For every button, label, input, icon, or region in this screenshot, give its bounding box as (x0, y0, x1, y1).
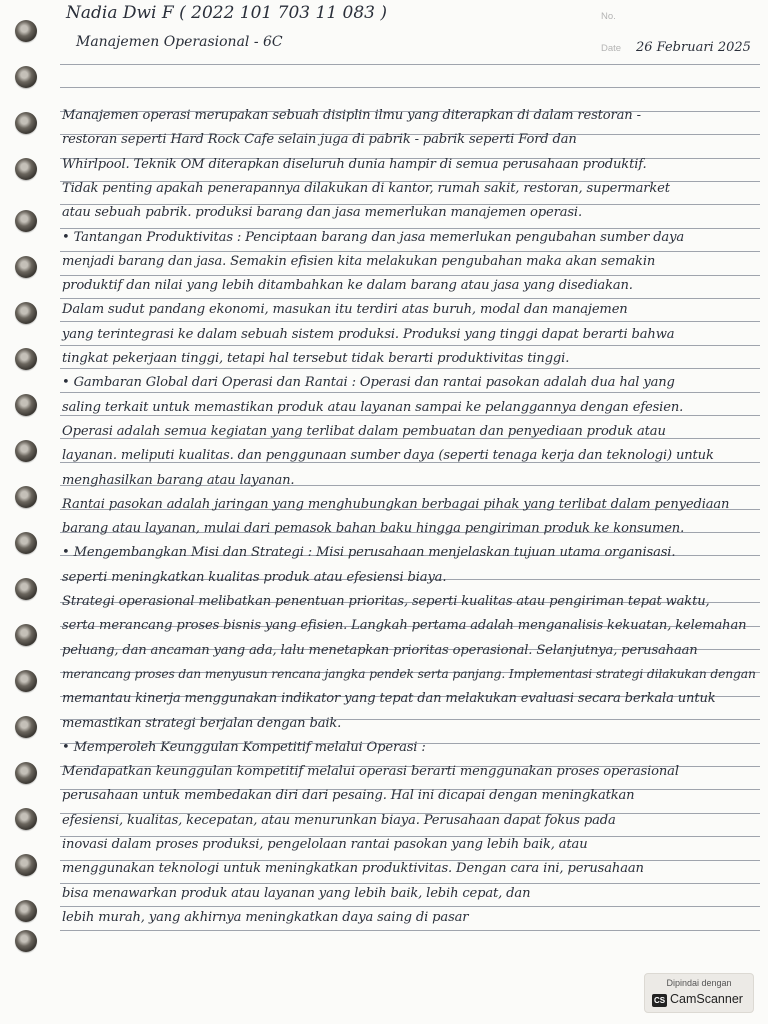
binder-hole (15, 394, 37, 416)
handwritten-line: yang terintegrasi ke dalam sebuah sistem produksi. Produksi yang tinggi dapat berarti bahwa (62, 326, 675, 342)
binder-hole (15, 670, 37, 692)
date-value: 26 Februari 2025 (636, 40, 751, 55)
handwritten-line: perusahaan untuk membedakan diri dari pesaing. Hal ini dicapai dengan meningkatkan (62, 788, 635, 804)
ruled-line (60, 883, 760, 884)
handwritten-line: Dalam sudut pandang ekonomi, masukan itu terdiri atas buruh, modal dan manajemen (62, 302, 628, 318)
handwritten-line: • Gambaran Global dari Operasi dan Rantai : Operasi dan rantai pasokan adalah dua hal yang (62, 375, 675, 391)
handwritten-line: Operasi adalah semua kegiatan yang terlibat dalam pembuatan dan penyediaan produk atau (62, 423, 666, 439)
handwritten-line: produktif dan nilai yang lebih ditambahkan ke dalam barang atau jasa yang disediakan. (62, 278, 633, 294)
ruled-line (60, 930, 760, 931)
handwritten-line: lebih murah, yang akhirnya meningkatkan daya saing di pasar (62, 909, 469, 925)
handwritten-line: saling terkait untuk memastikan produk atau layanan sampai ke pelanggannya dengan efesien. (62, 399, 684, 415)
binder-hole (15, 20, 37, 42)
handwritten-line: peluang, dan ancaman yang ada, lalu menetapkan prioritas operasional. Selanjutnya, perusahaan (62, 642, 698, 658)
ruled-line (60, 251, 760, 252)
ruled-line (60, 298, 760, 299)
binder-holes (0, 0, 60, 1024)
camscanner-watermark (644, 973, 754, 1013)
ruled-line (60, 321, 760, 322)
handwritten-line: Mendapatkan keunggulan kompetitif melalui operasi berarti menggunakan proses operasional (62, 764, 679, 780)
watermark-caption: Dipindai dengan (666, 978, 732, 988)
ruled-line (60, 87, 760, 88)
binder-hole (15, 112, 37, 134)
handwritten-line: barang atau layanan, mulai dari pemasok bahan baku hingga pengiriman produk ke konsumen. (62, 521, 685, 537)
handwritten-line: memastikan strategi berjalan dengan baik. (62, 715, 342, 731)
binder-hole (15, 900, 37, 922)
handwritten-line: Manajemen operasi merupakan sebuah disiplin ilmu yang diterapkan di dalam restoran - (62, 108, 641, 123)
handwritten-line: efesiensi, kualitas, kecepatan, atau menurunkan biaya. Perusahaan dapat fokus pada (62, 812, 616, 828)
course-title: Manajemen Operasional - 6C (76, 34, 283, 50)
handwritten-line: atau sebuah pabrik. produksi barang dan jasa memerlukan manajemen operasi. (62, 205, 582, 221)
binder-hole (15, 578, 37, 600)
student-name-nim: Nadia Dwi F ( 2022 101 703 11 083 ) (66, 3, 388, 23)
handwritten-line: • Memperoleh Keunggulan Kompetitif melalui Operasi : (62, 739, 426, 755)
handwritten-line: menghasilkan barang atau layanan. (62, 472, 295, 488)
handwritten-line: restoran seperti Hard Rock Cafe selain juga di pabrik - pabrik seperti Ford dan (62, 132, 577, 148)
ruled-line (60, 392, 760, 393)
binder-hole (15, 854, 37, 876)
handwritten-line: serta merancang proses bisnis yang efisien. Langkah pertama adalah menganalisis kekuatan, kelemahan (62, 618, 747, 634)
ruled-line (60, 368, 760, 369)
handwritten-line: menggunakan teknologi untuk meningkatkan produktivitas. Dengan cara ini, perusahaan (62, 861, 644, 877)
handwritten-line: inovasi dalam proses produksi, pengelolaan rantai pasokan yang lebih baik, atau (62, 837, 588, 852)
ruled-line (60, 64, 760, 65)
handwritten-line: Whirlpool. Teknik OM diterapkan diseluruh dunia hampir di semua perusahaan produktif. (62, 156, 647, 172)
binder-hole (15, 348, 37, 370)
handwritten-line: memantau kinerja menggunakan indikator yang tepat dan melakukan evaluasi secara berkala untuk (62, 691, 716, 707)
ruled-line (60, 906, 760, 907)
handwritten-line: Strategi operasional melibatkan penentuan prioritas, seperti kualitas atau pengiriman tepat waktu, (62, 594, 710, 609)
handwritten-line: Tidak penting apakah penerapannya dilakukan di kantor, rumah sakit, restoran, supermarket (62, 180, 670, 196)
binder-hole (15, 66, 37, 88)
handwritten-line: • Mengembangkan Misi dan Strategi : Misi perusahaan menjelaskan tujuan utama organisasi. (62, 545, 676, 561)
binder-hole (15, 532, 37, 554)
watermark-brand: CamScanner (670, 992, 743, 1006)
camscanner-logo-icon: CS (653, 996, 666, 1005)
ruled-line (60, 345, 760, 346)
handwritten-line: tingkat pekerjaan tinggi, tetapi hal tersebut tidak berarti produktivitas tinggi. (62, 351, 570, 366)
binder-hole (15, 256, 37, 278)
binder-hole (15, 302, 37, 324)
binder-hole (15, 158, 37, 180)
date-label: Date (601, 43, 622, 54)
handwritten-line: layanan. meliputi kualitas. dan penggunaan sumber daya (seperti tenaga kerja dan teknologi) untuk (62, 448, 714, 464)
handwritten-line: menjadi barang dan jasa. Semakin efisien kita melakukan pengubahan maka akan semakin (62, 253, 656, 269)
ruled-line (60, 275, 760, 276)
no-label: No. (601, 11, 616, 22)
handwritten-line: bisa menawarkan produk atau layanan yang lebih baik, lebih cepat, dan (62, 885, 531, 901)
handwritten-line: seperti meningkatkan kualitas produk atau efesiensi biaya. (62, 569, 447, 585)
binder-hole (15, 762, 37, 784)
handwritten-line: merancang proses dan menyusun rencana jangka pendek serta panjang. Implementasi strategi dilakukan dengan (62, 666, 756, 681)
binder-hole (15, 440, 37, 462)
ruled-line (60, 415, 760, 416)
handwritten-line: Rantai pasokan adalah jaringan yang menghubungkan berbagai pihak yang terlibat dalam penyediaan (62, 496, 730, 512)
handwritten-line: • Tantangan Produktivitas : Penciptaan barang dan jasa memerlukan pengubahan sumber daya (62, 229, 684, 245)
binder-hole (15, 486, 37, 508)
binder-hole (15, 210, 37, 232)
binder-hole (15, 930, 37, 952)
binder-hole (15, 624, 37, 646)
binder-hole (15, 716, 37, 738)
binder-hole (15, 808, 37, 830)
